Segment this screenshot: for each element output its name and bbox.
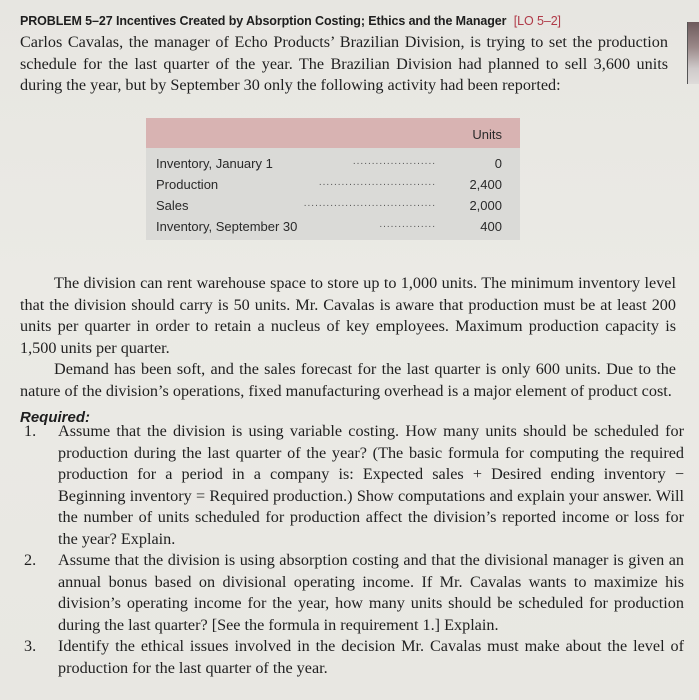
requirement-number: 3. xyxy=(24,637,37,655)
table-body xyxy=(146,148,520,237)
leader-dots: ............................... xyxy=(318,177,436,188)
requirement-text: Identify the ethical issues involved in the decision Mr. Cavalas must make about the level of production for the last quarter of the year. xyxy=(58,637,684,677)
problem-title: Incentives Created by Absorption Costing; Ethics and the Manager xyxy=(115,14,507,28)
paragraph-warehouse: The division can rent warehouse space to store up to 1,000 units. The minimum inventory level that the division should carry is 50 units. Mr. Cavalas is aware that production must be at least 200 units per quarter in order to retain a nucleus of key employees. Maximum production capacity is 1,500 units per quarter. xyxy=(20,274,676,357)
leader-dots: ................................... xyxy=(303,198,436,209)
row-value: 2,400 xyxy=(469,177,502,192)
table-row xyxy=(146,153,520,174)
row-label: Production xyxy=(156,177,219,192)
row-label: Inventory, January 1 xyxy=(156,156,273,171)
body-paragraphs xyxy=(20,273,676,402)
page-edge-tab xyxy=(687,22,699,84)
table-header xyxy=(146,118,520,148)
leader-dots: ...................... xyxy=(352,156,436,167)
row-value: 0 xyxy=(494,156,502,171)
problem-label: PROBLEM 5–27 xyxy=(20,14,113,28)
requirement-text: Assume that the division is using variable costing. How many units should be scheduled for production during the last quarter of the year? (The basic formula for computing the required production for a period in a company is: Expected sales + Desired ending inventory − Beginning inventory = Required production.) Show computations and explain your answer. Will the number of units scheduled for production affect the division’s reported income or loss for the year? Explain. xyxy=(58,422,684,548)
table-row xyxy=(146,216,520,237)
requirement-text: Assume that the division is using absorption costing and that the divisional manager is given an annual bonus based on divisional operating income. If Mr. Cavalas wants to maximize his division’s operating income for the year, how many units should be scheduled for production during the last quarter? [See the formula in requirement 1.] Explain. xyxy=(58,551,684,634)
requirement-item xyxy=(20,636,684,679)
learning-objective: [LO 5–2] xyxy=(513,14,561,28)
requirement-item xyxy=(20,550,684,636)
units-column-header: Units xyxy=(472,127,502,142)
required-heading: Required: xyxy=(20,409,91,426)
requirement-number: 2. xyxy=(24,551,37,569)
row-value: 400 xyxy=(480,219,502,234)
row-label: Sales xyxy=(156,198,189,213)
requirement-number: 1. xyxy=(24,422,37,440)
problem-header xyxy=(20,14,680,28)
row-label: Inventory, September 30 xyxy=(156,219,298,234)
paragraph-demand: Demand has been soft, and the sales forecast for the last quarter is only 600 units. Due to the nature of the division’s operations, fixed manufacturing overhead is a major element of product cost. xyxy=(20,360,676,400)
requirement-item xyxy=(20,421,684,550)
requirements-list xyxy=(20,421,684,679)
leader-dots: ............... xyxy=(379,219,436,230)
table-row xyxy=(146,195,520,216)
intro-paragraph: Carlos Cavalas, the manager of Echo Products’ Brazilian Division, is trying to set the production schedule for the last quarter of the year. The Brazilian Division had planned to sell 3,600 units during the year, but by September 30 only the following activity had been reported: xyxy=(20,33,668,94)
row-value: 2,000 xyxy=(469,198,502,213)
activity-table xyxy=(146,118,520,240)
table-row xyxy=(146,174,520,195)
